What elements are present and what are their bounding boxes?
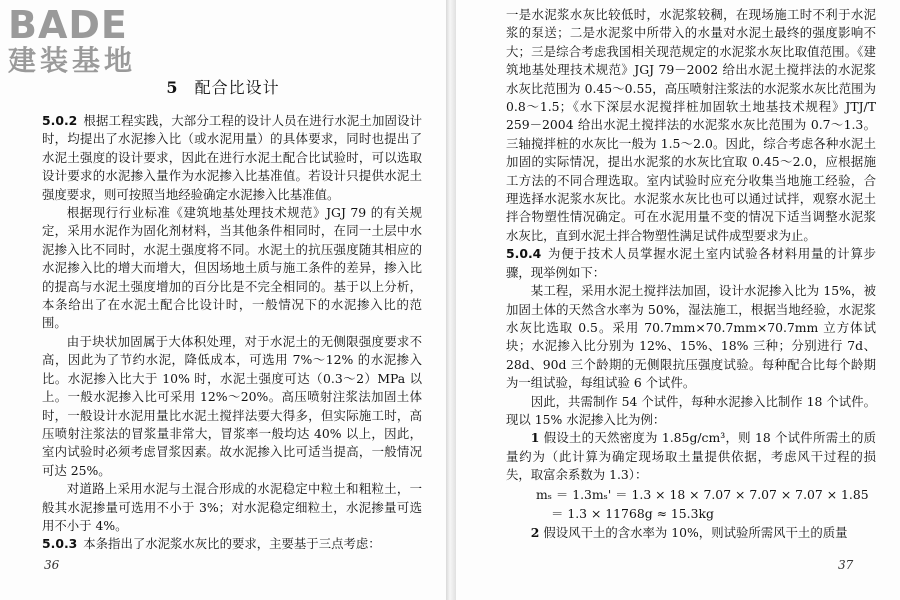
- book-gutter: [446, 0, 456, 600]
- paragraph-5-0-3: [42, 535, 422, 553]
- paragraph-text: 为便于技术人员掌握水泥土室内试验各材料用量的计算步骤，现举例如下：: [506, 246, 876, 280]
- paragraph-5-0-4: [506, 245, 876, 282]
- formula-line: mₛ ＝ 1.3mₛ' ＝ 1.3 × 18 × 7.07 × 7.07 × 7.07 × 1.85: [536, 486, 869, 502]
- section-number: 5.0.4: [506, 246, 542, 262]
- paragraph-text: 根据工程实践，大部分工程的设计人员在进行水泥土加固设计时，均提出了水泥掺入比（或水泥用量）的具体要求，同时也提出了水泥土强度的设计要求，因此在进行水泥土配合比试验时，可以选取设计要求的水泥掺入量作为水泥掺入比基准值。若设计只提供水泥土强度要求，则可按照当地经验确定水泥掺入比基准值。: [42, 113, 422, 202]
- paragraph-text: 本条指出了水泥浆水灰比的要求，主要基于三点考虑：: [83, 536, 381, 552]
- list-item-text: 假设风干土的含水率为 10%，则试验所需风干土的质量: [543, 525, 848, 541]
- right-page: [456, 0, 900, 600]
- list-item: [506, 429, 876, 484]
- chapter-number: 5: [166, 78, 179, 97]
- paragraph: 对道路上采用水泥与土混合形成的水泥稳定中粒土和粗粒土，一般其水泥掺量可选用不小于 3%；对水泥稳定细粒土，水泥掺量可选用不小于 4%。: [42, 481, 422, 533]
- watermark-brand-cn: 建装基地: [8, 44, 137, 77]
- paragraph: 因此，共需制作 54 个试件，每种水泥掺入比制作 18 个试件。现以 15% 水泥掺入比为例：: [506, 393, 876, 427]
- page-number-left: 36: [44, 558, 60, 572]
- paragraph-5-0-2: [42, 112, 422, 204]
- page-number-right: 37: [838, 558, 854, 572]
- chapter-title: 配合比设计: [194, 78, 280, 97]
- watermark-brand-en: BADE: [8, 3, 128, 47]
- list-item-number: 2: [530, 525, 540, 541]
- paragraph: 某工程，采用水泥土搅拌法加固，设计水泥掺入比为 15%，被加固土体的天然含水率为 50%，湿法施工，根据当地经验，水泥浆水灰比选取 0.5。采用 70.7mm×70.7mm×70.7mm 立方体试块；水泥掺入比分别为 12%、15%、18% 三种；分别进行 7d、28d、90d 三个龄期的无侧限抗压强度试验。每种配合比每个龄期为一组试验，每组试验 6 个试件。: [506, 283, 876, 391]
- list-item: [506, 524, 876, 542]
- paragraph: 一是水泥浆水灰比较低时，水泥浆较稠，在现场施工时不利于水泥浆的泵送；二是水泥浆中所带入的水量对水泥土最终的强度影响不大；三是综合考虑我国相关现范规定的水泥浆水灰比取值范围。《建筑地基处理技术规范》JGJ 79－2002 给出水泥土搅拌法的水泥浆水灰比范围为 0.45～0.55，高压喷射注浆法的水泥浆水灰比范围为 0.8～1.5；《水下深层水泥搅拌桩加固软土地基技术规程》JTJ/T 259－2004 给出水泥土搅拌法的水泥浆水灰比范围为 0.7～1.3。三轴搅拌桩的水灰比一般为 1.5～2.0。因此，综合考虑各种水泥土加固的实际情况，提出水泥浆的水灰比宜取 0.45～2.0，应根据施工方法的不同合理选取。室内试验时应充分收集当地施工经验，合理选择水泥浆水灰比。水泥浆水灰比也可以通过试拌，观察水泥土拌合物塑性情况确定。可在水泥用量不变的情况下适当调整水泥浆水灰比，直到水泥土拌合物塑性满足试件成型要求为止。: [506, 7, 876, 243]
- section-number: 5.0.3: [42, 536, 78, 552]
- right-text-column: [506, 6, 876, 543]
- list-item-number: 1: [530, 430, 540, 446]
- chapter-heading: [0, 78, 446, 98]
- paragraph: 根据现行行业标准《建筑地基处理技术规范》JGJ 79 的有关规定，采用水泥作为固化剂材料，当其他条件相同时，在同一土层中水泥掺入比不同时，水泥土强度将不同。水泥土的抗压强度随其相应的水泥掺入比的增大而增大，但因场地土质与施工条件的差异，掺入比的提高与水泥土强度增加的百分比是不完全相同的。基于以上分析，本条给出了在水泥土配合比设计时，一般情况下的水泥掺入比的范围。: [42, 205, 422, 331]
- bade-watermark-logo: [8, 4, 178, 84]
- left-text-column: [42, 112, 422, 554]
- paragraph: 由于块状加固属于大体积处理，对于水泥土的无侧限强度要求不高，因此为了节约水泥，降低成本，可选用 7%～12% 的水泥掺入比。水泥掺入比大于 10% 时，水泥土强度可达（0.3～2）MPa 以上。一般水泥掺入比可采用 12%～20%。高压喷射注浆法加固土体时，一般设计水泥用量比水泥土搅拌法要大得多，但实际施工时，高压喷射注浆法的冒浆量非常大，冒浆率一般均达 40% 以上，因此，室内试验时必须考虑冒浆因素。故水泥掺入比可适当提高，一般情况可达 25%。: [42, 333, 422, 478]
- section-number: 5.0.2: [42, 113, 78, 128]
- formula-line: ＝ 1.3 × 11768g ≈ 15.3kg: [551, 505, 714, 521]
- list-item-text: 假设土的天然密度为 1.85g/cm³，则 18 个试件所需土的质量约为（此计算为确定现场取土量提供依据，考虑风干过程的损失，取富余系数为 1.3）：: [506, 430, 876, 483]
- left-page: [0, 0, 446, 600]
